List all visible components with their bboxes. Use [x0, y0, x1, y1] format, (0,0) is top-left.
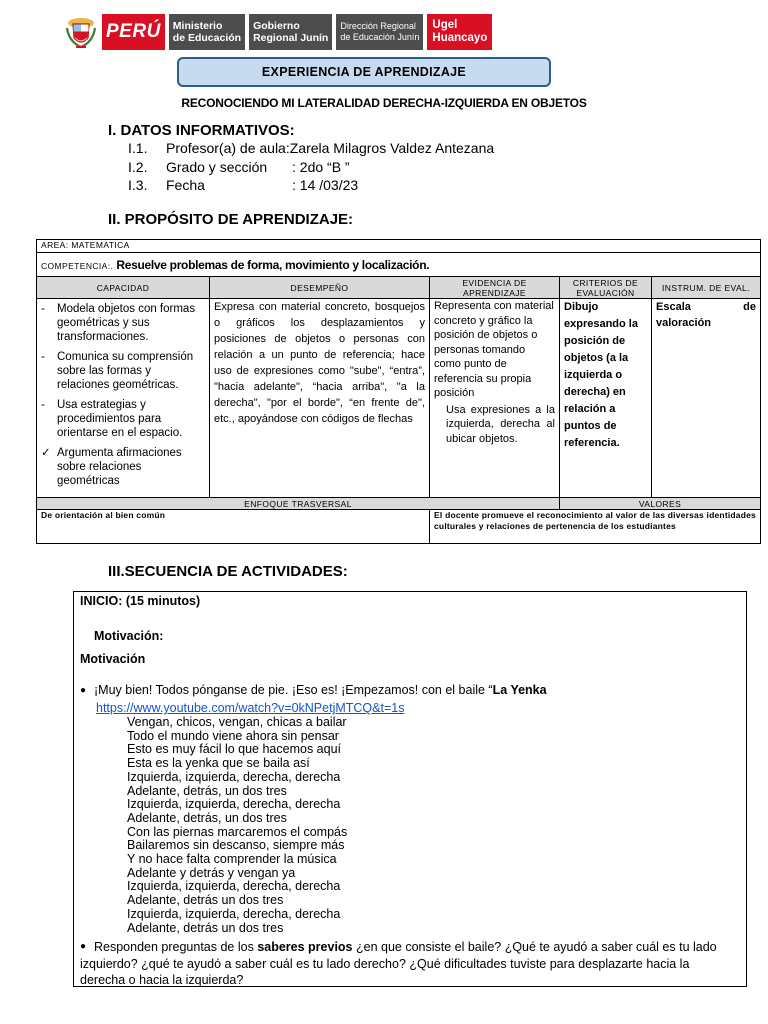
desempeno-cell: Expresa con material concreto, bosquejos o gráficos los desplazamientos y posiciones de objetos o personas con relación a un punto de referencia; hace uso de expresiones como "sube", “entra”, "hacia adelante", “hacia arriba", "a la derecha", "por el borde", “en frente de", etc., apoyándose con códigos de flechas: [210, 299, 430, 498]
instrumento-cell: Escala de valoración: [652, 299, 761, 498]
header-enfoque: ENFOQUE TRASVERSAL: [37, 498, 560, 510]
section-1-title: I. DATOS INFORMATIVOS:: [108, 122, 295, 139]
info-teacher: I.1. Profesor(a) de aula:Zarela Milagros Valdez Antezana: [128, 140, 495, 156]
bullet-1-text: ¡Muy bien! Todos pónganse de pie. ¡Eso es! ¡Empezamos! con el baile “La Yenka: [94, 683, 547, 697]
gobierno-regional-logo: Gobierno Regional Junín: [249, 14, 332, 50]
section-2-title: II. PROPÓSITO DE APRENDIZAJE:: [108, 211, 354, 228]
header-instrumento: INSTRUM. DE EVAL.: [652, 277, 761, 299]
header-capacidad: CAPACIDAD: [37, 277, 210, 299]
bullet-2-text: Responden preguntas de los saberes previos ¿en que consiste el baile? ¿Qué te ayudó a saber cuál es tu lado izquierdo? ¿qué te ayudó a saber cuál es tu lado derecho? ¿Qué dificultades tuviste para desplazarte hacia la derecha o hacia la izquierda?: [80, 940, 717, 987]
motivacion-heading: Motivación:: [94, 629, 164, 643]
ministerio-logo: Ministerio de Educación: [169, 14, 245, 50]
info-date: I.3. Fecha : 14 /03/23: [128, 177, 359, 193]
valores-cell: El docente promueve el reconocimiento al valor de las diversas identidades culturales y relaciones de pertenencia de los estudiantes: [430, 510, 761, 544]
competencia-cell: COMPETENCIA:. Resuelve problemas de forma, movimiento y localización.: [37, 253, 761, 277]
header-logos: [64, 14, 492, 50]
inicio-heading: INICIO: (15 minutos): [80, 594, 201, 608]
document-title: EXPERIENCIA DE APRENDIZAJE: [177, 57, 551, 87]
area-cell: AREA: MATEMATICA: [37, 240, 761, 253]
header-evidencia: EVIDENCIA DE APRENDIZAJE: [430, 277, 560, 299]
list-item: - Modela objetos con formas geométricas y sus transformaciones.: [41, 303, 196, 343]
direccion-regional-logo: Dirección Regional de Educación Junín: [336, 14, 423, 50]
document-subtitle: RECONOCIENDO MI LATERALIDAD DERECHA-IZQUIERDA EN OBJETOS: [181, 96, 587, 110]
bullet-icon: ●: [80, 941, 87, 952]
yenka-video-link[interactable]: https://www.youtube.com/watch?v=0kNPetjMTCQ&t=1s: [96, 701, 405, 715]
list-item: ✓ Argumenta afirmaciones sobre relaciones geométricas: [41, 447, 182, 487]
bullet-icon: ●: [80, 685, 87, 696]
header-criterios: CRITERIOS DE EVALUACIÓN: [560, 277, 652, 299]
list-item: - Usa estrategias y procedimientos para orientarse en el espacio.: [41, 399, 183, 439]
check-icon: ✓: [41, 447, 51, 459]
ugel-logo: Ugel Huancayo: [427, 14, 492, 50]
header-valores: VALORES: [560, 498, 761, 510]
capacidad-cell: [37, 299, 210, 498]
peru-coat-of-arms-icon: [64, 14, 98, 50]
list-item: - Comunica su comprensión sobre las formas y relaciones geométricas.: [41, 351, 194, 391]
header-desempeno: DESEMPEÑO: [210, 277, 430, 299]
section-3-title: III.SECUENCIA DE ACTIVIDADES:: [108, 563, 348, 580]
info-grade: I.2. Grado y sección : 2do “B ”: [128, 159, 350, 175]
criterios-cell: Dibujo expresando la posición de objetos (a la izquierda o derecha) en relación a puntos de referencia.: [560, 299, 652, 498]
peru-logo: PERÚ: [102, 14, 165, 50]
yenka-lyrics: Vengan, chicos, vengan, chicas a bailar Todo el mundo viene ahora sin pensar Esto es muy fácil lo que hacemos aquí Esta es la yenka que se baila así Izquierda, izquierda, derecha, derecha Adelante, detrás, un dos tres Izquierda, izquierda, derecha, derecha Adelante, detrás, un dos tres Con las piernas marcaremos el compás Bailaremos sin descanso, siempre más Y no hace falta comprender la música Adelante y detrás y vengan ya Izquierda, izquierda, derecha, derecha Adelante, detrás un dos tres Izquierda, izquierda, derecha, derecha Adelante, detrás un dos tres: [127, 715, 348, 935]
evidencia-cell: Representa con material concreto y gráfico la posición de objetos o personas tomando como punto de referencia su propia posición Usa expresiones a la izquierda, derecha al ubicar objetos.: [430, 299, 560, 498]
enfoque-cell: De orientación al bien común: [37, 510, 430, 544]
motivacion-subheading: Motivación: [80, 652, 146, 666]
purpose-table: [36, 239, 761, 544]
